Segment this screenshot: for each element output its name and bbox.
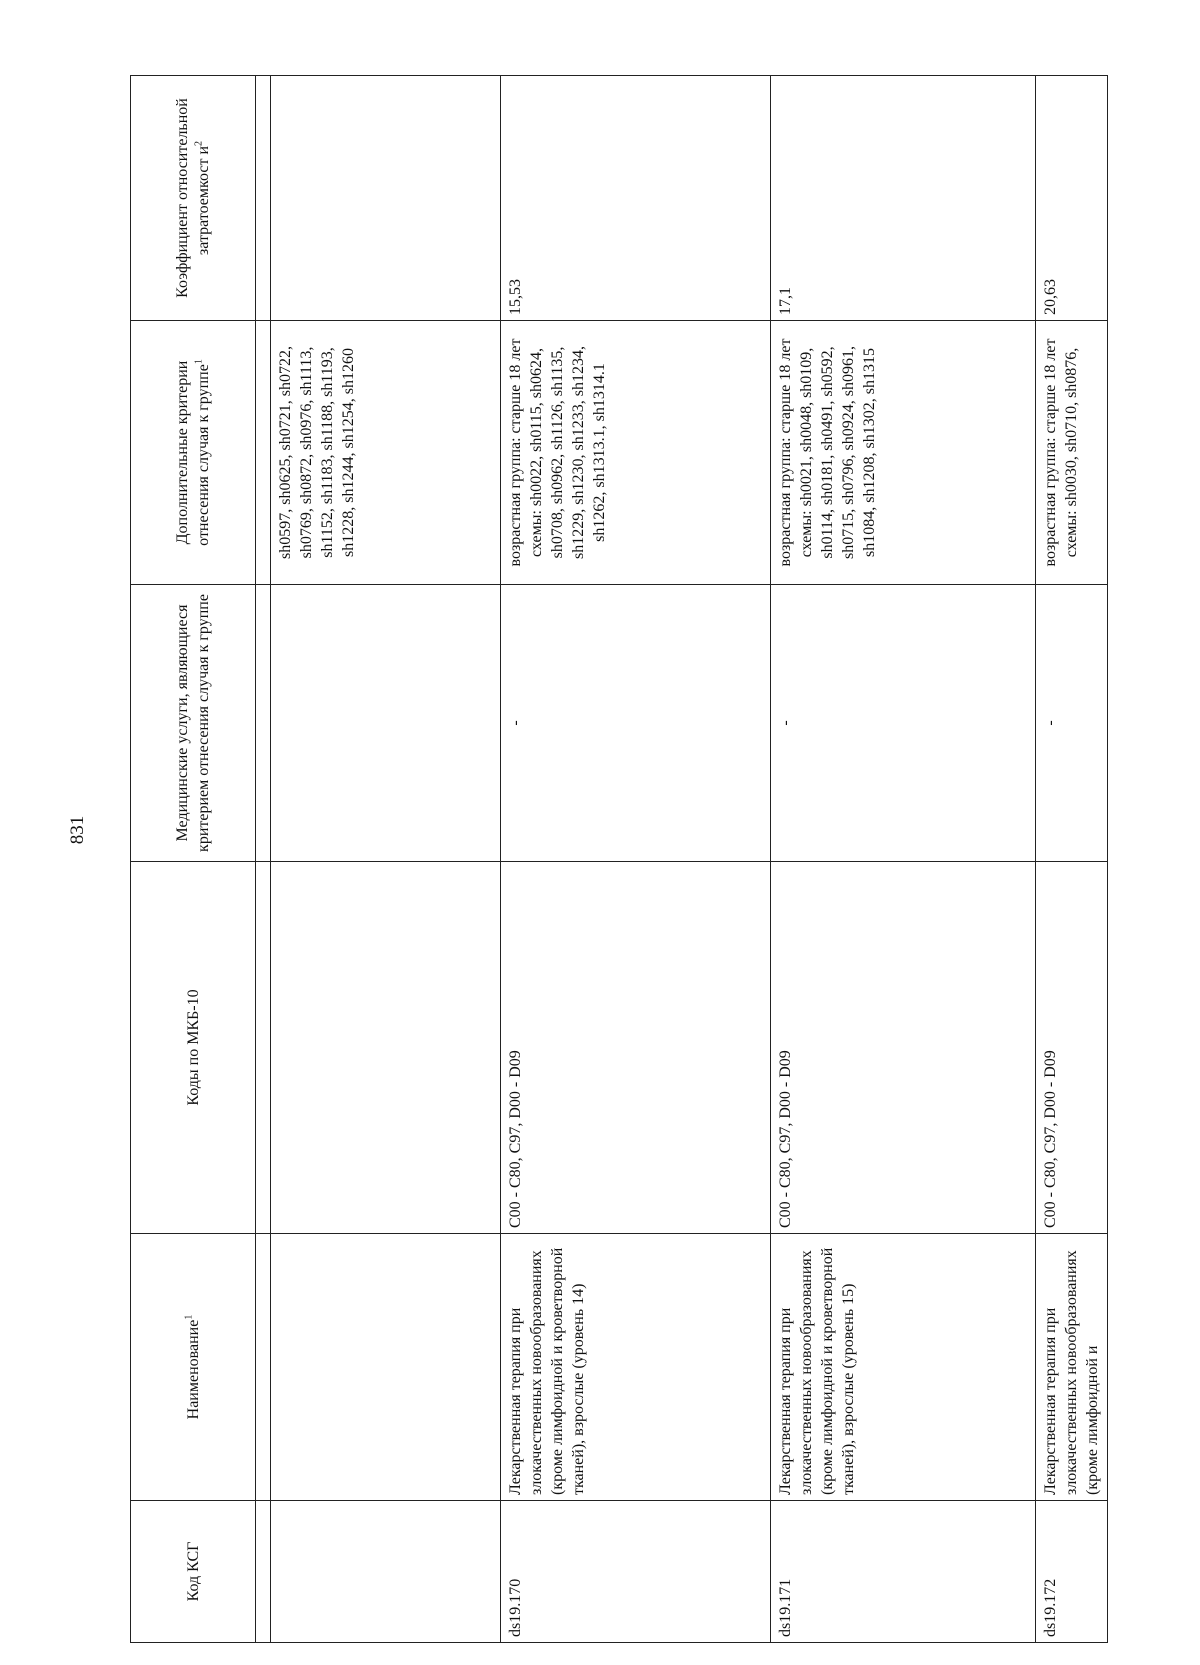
- table-cell: [271, 1234, 501, 1501]
- spacer-cell: [256, 1234, 271, 1501]
- ksg-table: [130, 75, 1108, 1643]
- row-criteria: возрастная группа: старше 18 лет схемы: sh0030, sh0710, sh0876,: [1036, 321, 1108, 585]
- table-row: [501, 76, 771, 1643]
- row-name: Лекарственная терапия при злокачественных новообразованиях (кроме лимфоидной и: [1036, 1234, 1108, 1501]
- row-coef: 20,63: [1036, 76, 1108, 321]
- row-coef: 17,1: [771, 76, 1036, 321]
- row-criteria: возрастная группа: старше 18 лет схемы: sh0022, sh0115, sh0624, sh0708, sh0962, sh1126, sh1135, sh1229, sh1230, sh1233, sh1234, sh1262, sh1313.1, sh1314.1: [501, 321, 771, 585]
- table-row: [1036, 76, 1108, 1643]
- table-cell: [271, 862, 501, 1234]
- header-services: Медицинские услуги, являющиеся критерием отнесения случая к группе: [131, 585, 256, 862]
- row-services: -: [501, 585, 771, 862]
- spacer-cell: [256, 862, 271, 1234]
- row-services: -: [1036, 585, 1108, 862]
- row-mkb: C00 - C80, C97, D00 - D09: [501, 862, 771, 1234]
- header-coef: Коэффициент относительной затратоемкост $и^2$: [131, 76, 256, 321]
- spacer-row: [256, 76, 271, 1643]
- row-code: ds19.172: [1036, 1501, 1108, 1643]
- rotated-table-container: [130, 76, 1101, 1643]
- row-name: Лекарственная терапия при злокачественных новообразованиях (кроме лимфоидной и кроветворной тканей), взрослые (уровень 14): [501, 1234, 771, 1501]
- table-cell: [271, 585, 501, 862]
- row-name: Лекарственная терапия при злокачественных новообразованиях (кроме лимфоидной и кроветворной тканей), взрослые (уровень 15): [771, 1234, 1036, 1501]
- table-cell: [271, 76, 501, 321]
- row-coef: 15,53: [501, 76, 771, 321]
- continuation-criteria: sh0597, sh0625, sh0721, sh0722, sh0769, sh0872, sh0976, sh1113, sh1152, sh1183, sh1188, sh1193, sh1228, sh1244, sh1254, sh1260: [271, 321, 501, 585]
- spacer-cell: [256, 1501, 271, 1643]
- header-mkb: Коды по МКБ-10: [131, 862, 256, 1234]
- table-row: [771, 76, 1036, 1643]
- spacer-cell: [256, 321, 271, 585]
- row-code: ds19.171: [771, 1501, 1036, 1643]
- header-code: Код КСГ: [131, 1501, 256, 1643]
- header-criteria: Дополнительные критерии отнесения случая к группе$^1$: [131, 321, 256, 585]
- row-code: ds19.170: [501, 1501, 771, 1643]
- table-header-row: [131, 76, 256, 1643]
- spacer-cell: [256, 76, 271, 321]
- table-cell: [271, 1501, 501, 1643]
- header-name: Наименование$^1$: [131, 1234, 256, 1501]
- row-mkb: C00 - C80, C97, D00 - D09: [1036, 862, 1108, 1234]
- spacer-cell: [256, 585, 271, 862]
- row-mkb: C00 - C80, C97, D00 - D09: [771, 862, 1036, 1234]
- row-criteria: возрастная группа: старше 18 лет схемы: sh0021, sh0048, sh0109, sh0114, sh0181, sh0491, sh0592, sh0715, sh0796, sh0924, sh0961, sh1084, sh1208, sh1302, sh1315: [771, 321, 1036, 585]
- row-services: -: [771, 585, 1036, 862]
- continuation-row: [271, 76, 501, 1643]
- page-number: 831: [67, 815, 88, 845]
